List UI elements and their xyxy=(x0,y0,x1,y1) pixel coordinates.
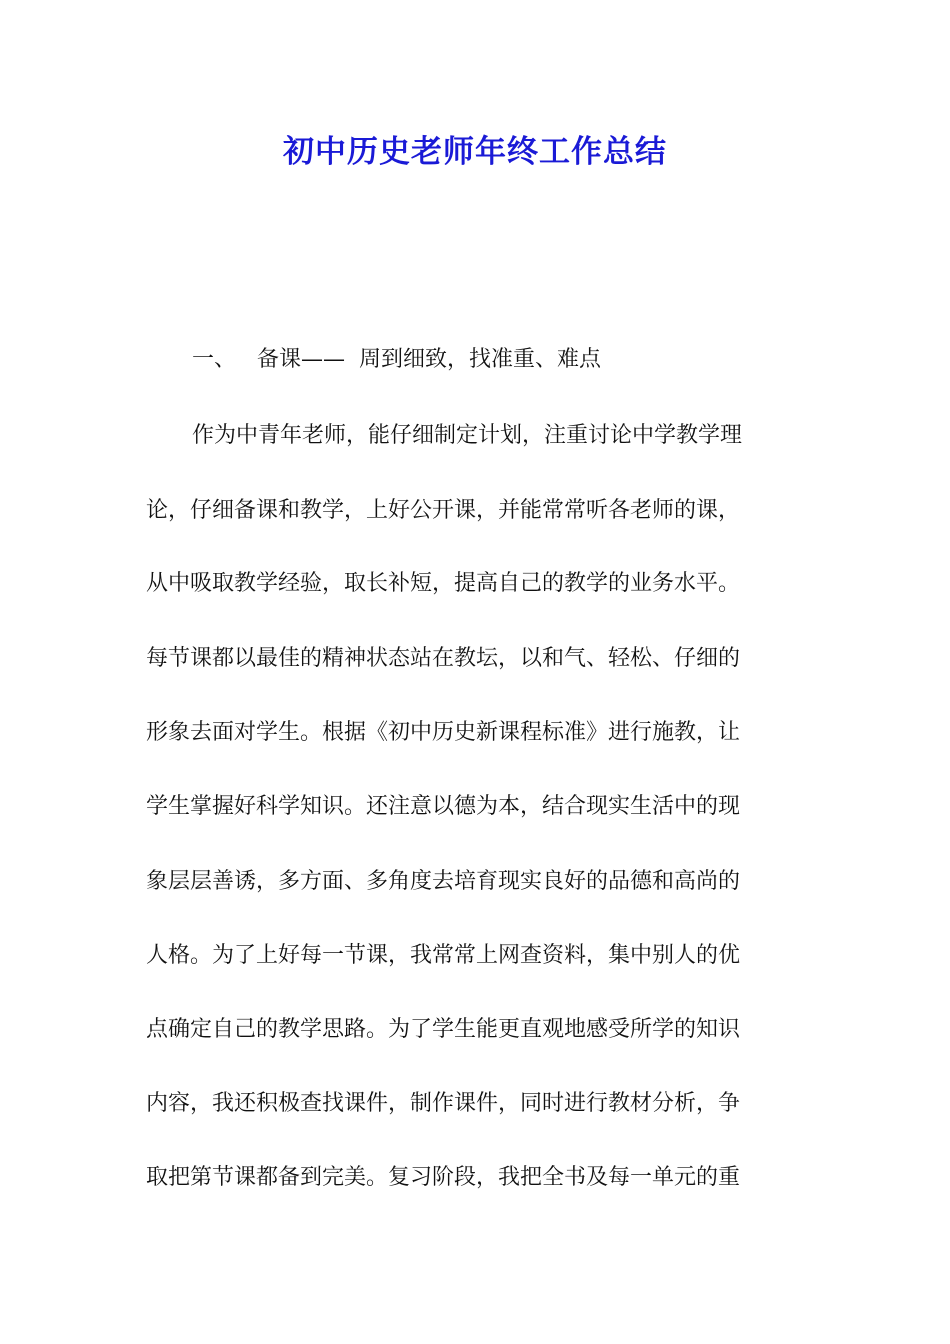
paragraph-line: 作为中青年老师，能仔细制定计划，注重讨论中学教学理 xyxy=(192,423,743,448)
paragraph-line: 形象去面对学生。根据《初中历史新课程标准》进行施教，让 xyxy=(146,720,741,745)
paragraph-line: 从中吸取教学经验，取长补短，提高自己的教学的业务水平。 xyxy=(146,571,741,596)
paragraph-line: 象层层善诱，多方面、多角度去培育现实良好的品德和高尚的 xyxy=(146,869,741,894)
paragraph-line: 点确定自己的教学思路。为了学生能更直观地感受所学的知识 xyxy=(146,1017,741,1042)
paragraph-line: 学生掌握好科学知识。还注意以德为本，结合现实生活中的现 xyxy=(146,794,741,819)
paragraph-line: 论，仔细备课和教学，上好公开课，并能常常听各老师的课， xyxy=(146,498,741,523)
section-heading: 一、 备课—— 周到细致，找准重、难点 xyxy=(192,347,601,372)
paragraph-line: 每节课都以最佳的精神状态站在教坛，以和气、轻松、仔细的 xyxy=(146,646,741,671)
paragraph-line: 内容，我还积极查找课件，制作课件，同时进行教材分析，争 xyxy=(146,1091,741,1116)
document-title: 初中历史老师年终工作总结 xyxy=(283,134,667,170)
paragraph-line: 人格。为了上好每一节课，我常常上网查资料，集中别人的优 xyxy=(146,943,741,968)
paragraph-line: 取把第节课都备到完美。复习阶段，我把全书及每一单元的重 xyxy=(146,1165,741,1190)
